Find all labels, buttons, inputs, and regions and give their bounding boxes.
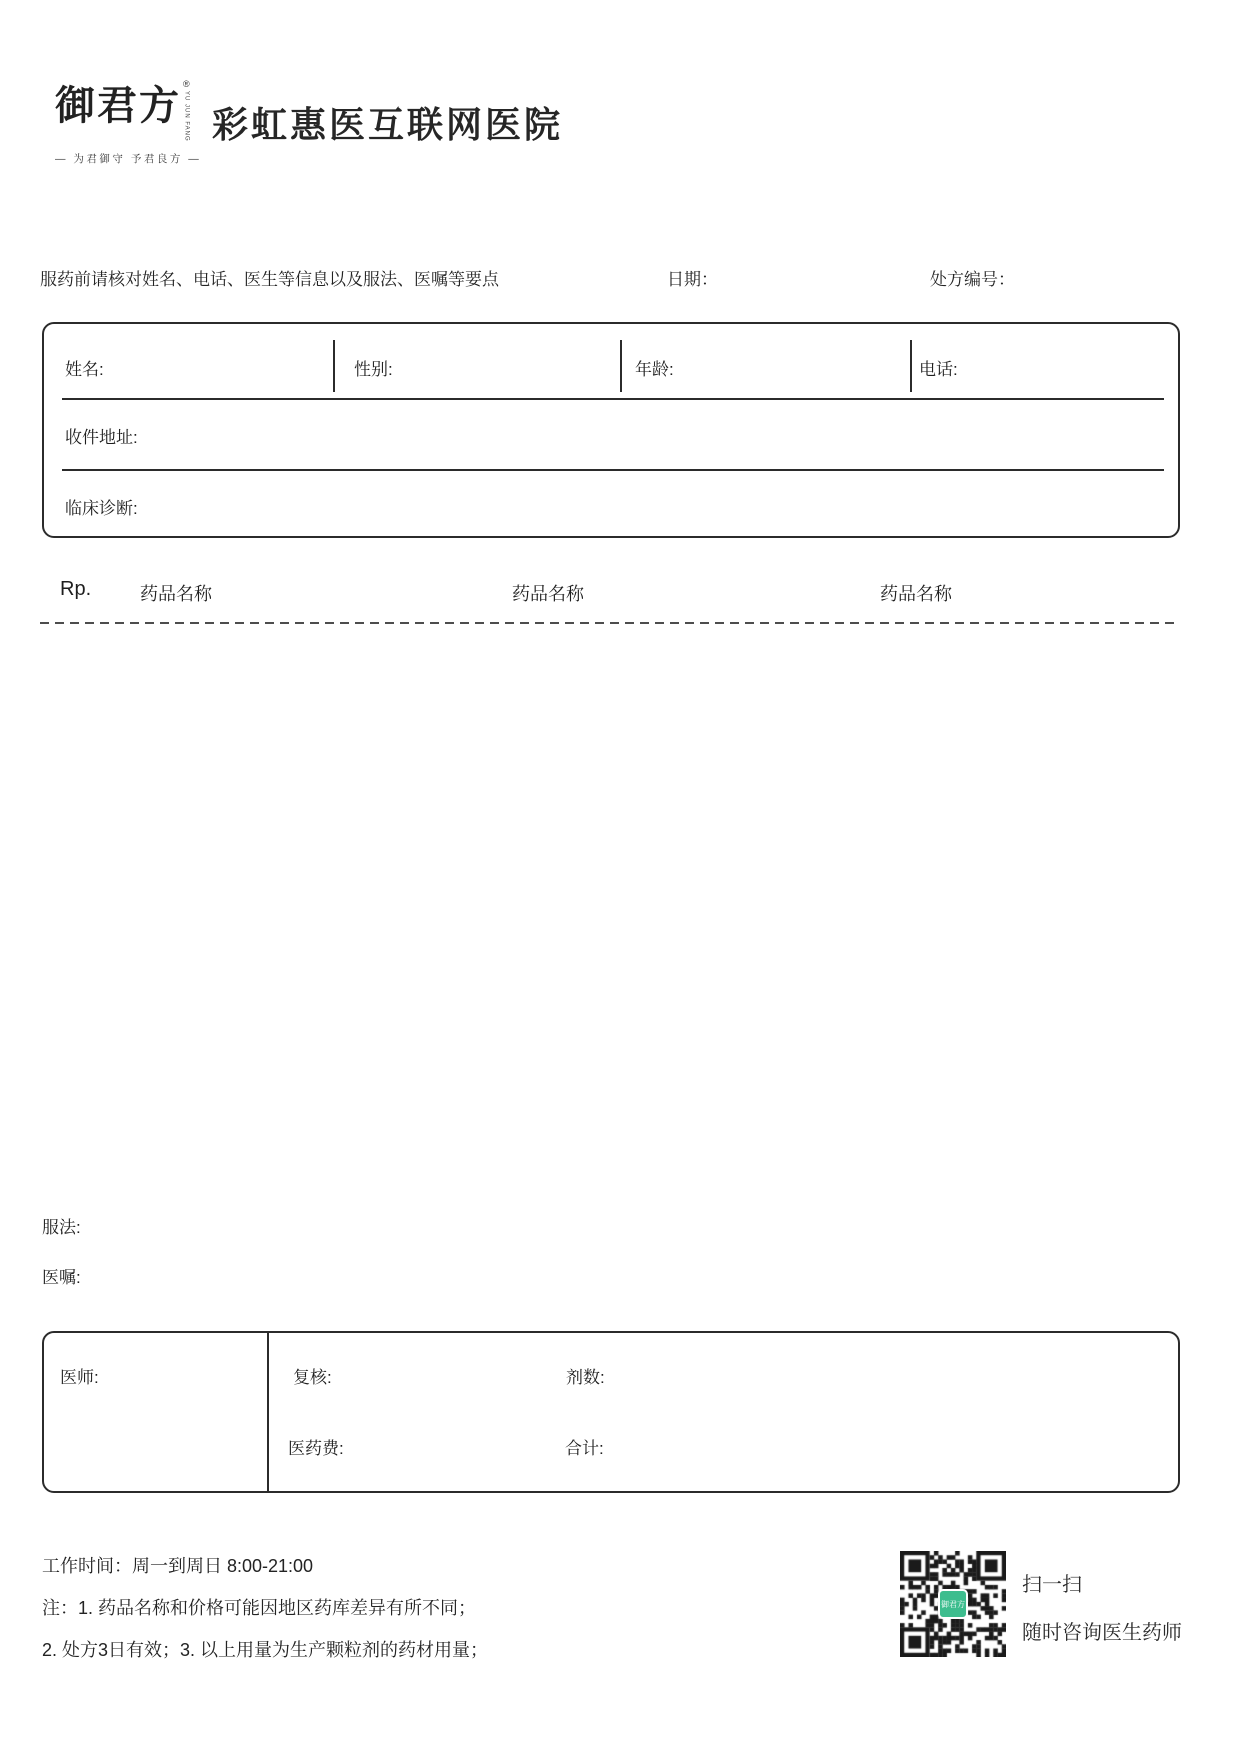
drug-name-column-header: 药品名称 — [880, 584, 952, 604]
working-hours: 工作时间：周一到周日 8:00-21:00 — [42, 1556, 314, 1576]
delivery-address-field-label: 收件地址: — [65, 428, 138, 447]
patient-gender-field-label: 性别: — [354, 360, 393, 379]
drug-name-column-header: 药品名称 — [512, 584, 584, 604]
footnote-line-2: 2. 处方3日有效；3. 以上用量为生产颗粒剂的药材用量； — [42, 1640, 489, 1660]
patient-name-field-label: 姓名: — [65, 360, 104, 379]
date-label: 日期： — [667, 270, 718, 289]
patient-age-field-label: 年龄: — [635, 360, 674, 379]
dashed-separator — [40, 622, 1180, 624]
brand-name-pinyin: YU JUN FANG — [183, 91, 190, 142]
registered-trademark-icon: ® — [183, 79, 190, 89]
prescription-number-label: 处方编号： — [930, 270, 1015, 289]
medicine-fee-field-label: 医药费: — [288, 1439, 344, 1458]
brand-logo — [55, 79, 205, 166]
qr-center-text: 御君方 — [941, 1599, 965, 1609]
usage-method-label: 服法: — [42, 1218, 81, 1237]
brand-name: 御君方 — [55, 82, 181, 129]
signature-box — [42, 1331, 1180, 1493]
dose-count-field-label: 剂数: — [566, 1368, 605, 1387]
qr-center-logo — [938, 1589, 968, 1619]
row-divider — [62, 469, 1164, 471]
patient-info-box — [42, 322, 1180, 538]
column-divider — [267, 1333, 269, 1491]
patient-phone-field-label: 电话: — [919, 360, 958, 379]
column-divider — [620, 340, 622, 392]
total-field-label: 合计: — [565, 1439, 604, 1458]
row-divider — [62, 398, 1164, 400]
clinical-diagnosis-field-label: 临床诊断: — [65, 499, 138, 518]
scan-caption: 扫一扫 — [1022, 1574, 1082, 1596]
brand-tagline: — 为君御守 予君良方 — — [55, 152, 202, 165]
hospital-name: 彩虹惠医互联网医院 — [212, 104, 564, 145]
qr-code — [900, 1551, 1006, 1657]
drug-name-column-header: 药品名称 — [140, 584, 212, 604]
rp-label: Rp. — [60, 578, 92, 600]
column-divider — [333, 340, 335, 392]
footnote-line-1: 注：1. 药品名称和价格可能因地区药库差异有所不同； — [42, 1598, 477, 1618]
doctor-field-label: 医师: — [60, 1368, 99, 1387]
verification-notice: 服药前请核对姓名、电话、医生等信息以及服法、医嘱等要点 — [40, 270, 499, 289]
consult-caption: 随时咨询医生药师 — [1022, 1622, 1182, 1644]
doctor-advice-label: 医嘱: — [42, 1268, 81, 1287]
reviewer-field-label: 复核: — [293, 1368, 332, 1387]
column-divider — [910, 340, 912, 392]
